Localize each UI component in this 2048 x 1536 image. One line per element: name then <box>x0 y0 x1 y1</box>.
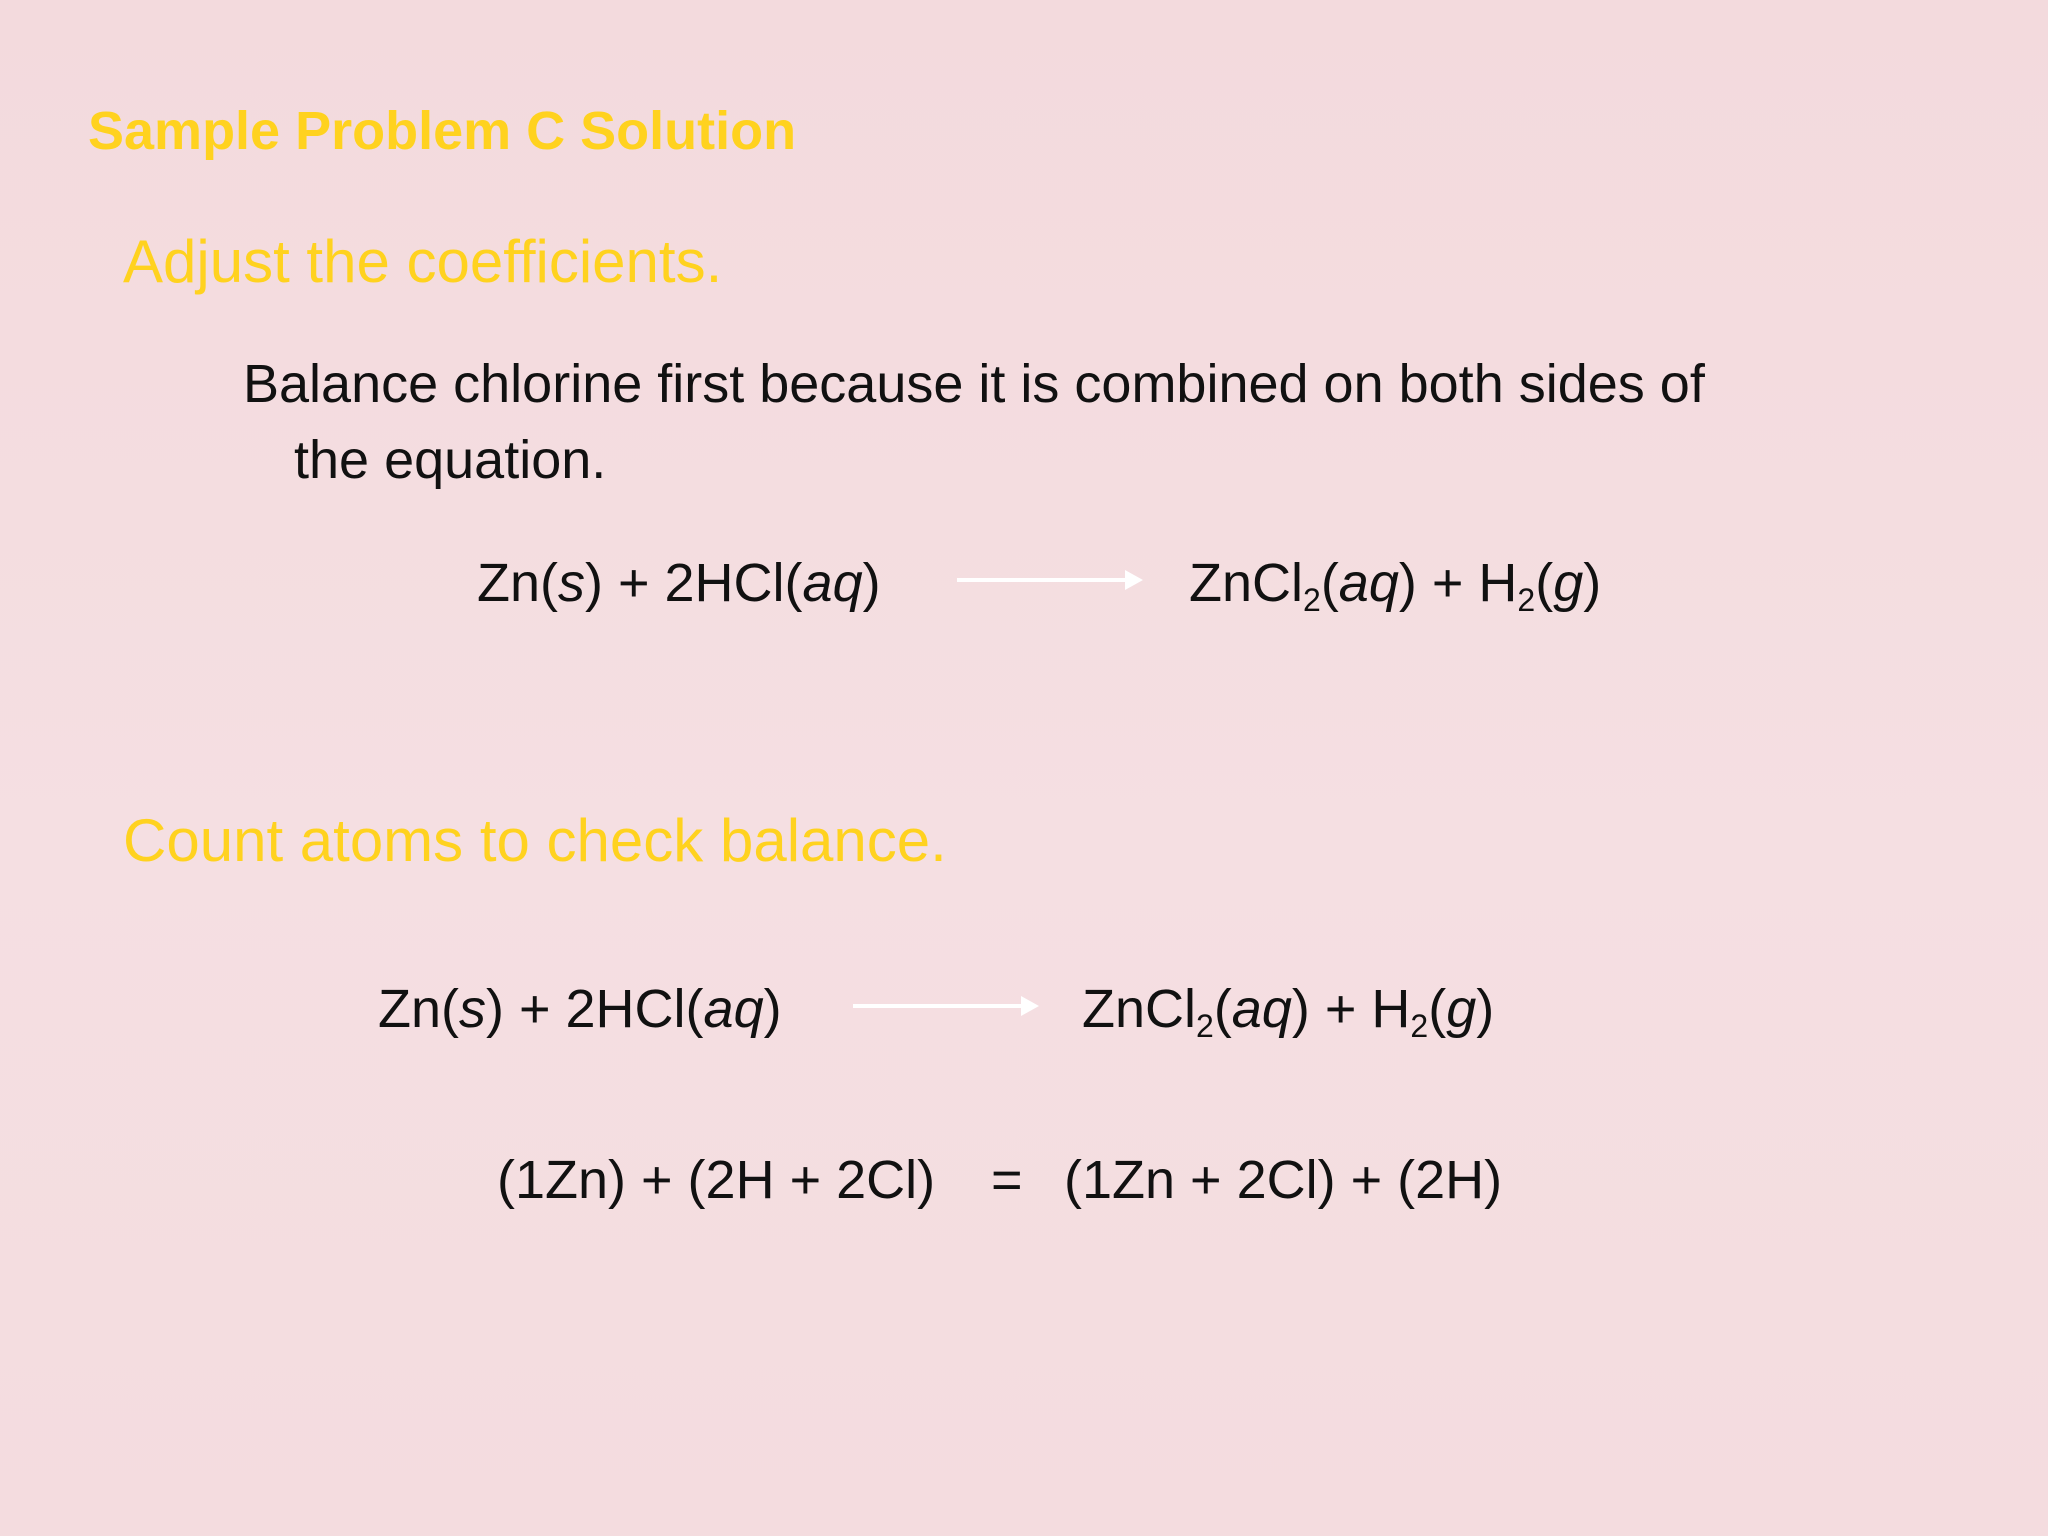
equation-2-reactants: Zn(s) + 2HCl(aq) <box>378 979 782 1039</box>
equation-2-arrow-icon <box>853 1004 1033 1008</box>
equation-1-arrow-icon <box>957 578 1137 582</box>
equation-1-reactants: Zn(s) + 2HCl(aq) <box>477 553 881 613</box>
equation-2-products: ZnCl$_2$(aq) + $H_2(g)$ <box>1082 979 1495 1044</box>
heading-count-atoms: Count atoms to check balance. <box>123 807 947 874</box>
equation-1-products: ZnCl$_2$(aq) + $H_2(g)$ <box>1189 553 1602 618</box>
body-text-line-2: the equation. <box>294 430 607 490</box>
atom-count-equals: = <box>991 1150 1023 1210</box>
slide-title: Sample Problem C Solution <box>88 101 797 161</box>
atom-count-left: (1Zn) + (2H + 2Cl) <box>497 1150 936 1210</box>
atom-count-right: (1Zn + 2Cl) + (2H) <box>1064 1150 1503 1210</box>
heading-adjust-coefficients: Adjust the coefficients. <box>123 228 723 295</box>
body-text <box>243 346 1863 498</box>
body-text-line-1: Balance chlorine first because it is combined on both sides of <box>243 354 1705 414</box>
